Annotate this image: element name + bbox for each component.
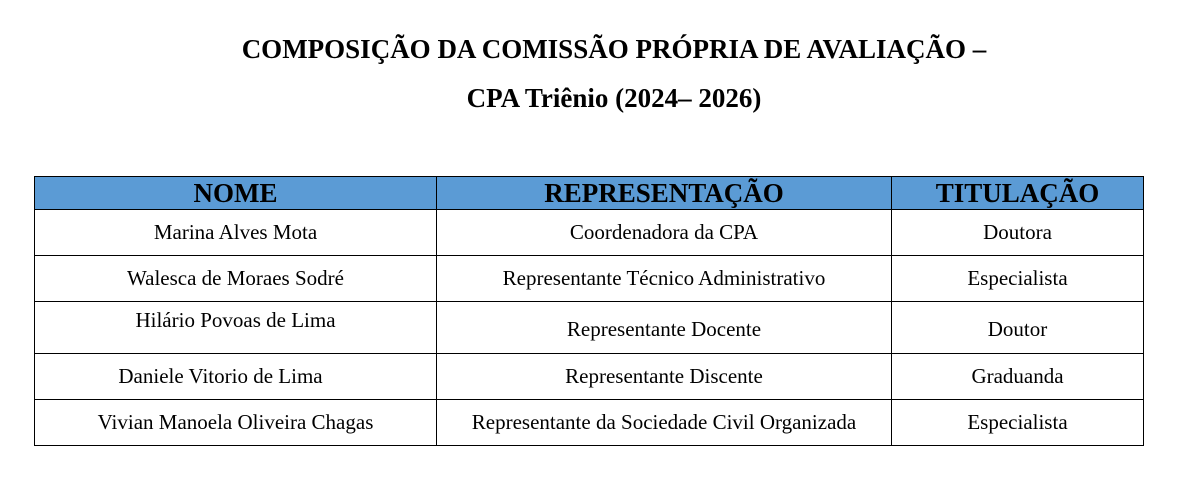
cell-nome: Daniele Vitorio de Lima (35, 354, 437, 400)
cell-nome: Vivian Manoela Oliveira Chagas (35, 400, 437, 446)
table-row (35, 302, 1144, 354)
cpa-composition-table (34, 176, 1144, 446)
cell-representacao: Representante Técnico Administrativo (437, 256, 892, 302)
cell-representacao: Representante Discente (437, 354, 892, 400)
table-header-row (35, 177, 1144, 210)
table-row (35, 210, 1144, 256)
table-row (35, 354, 1144, 400)
cell-titulacao: Especialista (892, 400, 1144, 446)
cell-nome: Marina Alves Mota (35, 210, 437, 256)
table-row (35, 256, 1144, 302)
document-title-line-2: CPA Triênio (2024– 2026) (466, 83, 762, 113)
cell-representacao: Representante Docente (437, 302, 892, 354)
header-nome: NOME (35, 177, 437, 210)
cell-nome: Walesca de Moraes Sodré (35, 256, 437, 302)
header-titulacao: TITULAÇÃO (892, 177, 1144, 210)
cell-titulacao: Especialista (892, 256, 1144, 302)
cell-titulacao: Doutor (892, 302, 1144, 354)
cell-nome: Hilário Povoas de Lima (35, 302, 437, 354)
cell-representacao: Coordenadora da CPA (437, 210, 892, 256)
cell-representacao: Representante da Sociedade Civil Organizada (437, 400, 892, 446)
cell-titulacao: Graduanda (892, 354, 1144, 400)
document-title-line-1: COMPOSIÇÃO DA COMISSÃO PRÓPRIA DE AVALIAÇÃO – (241, 34, 987, 64)
table-row (35, 400, 1144, 446)
cell-titulacao: Doutora (892, 210, 1144, 256)
header-representacao: REPRESENTAÇÃO (437, 177, 892, 210)
